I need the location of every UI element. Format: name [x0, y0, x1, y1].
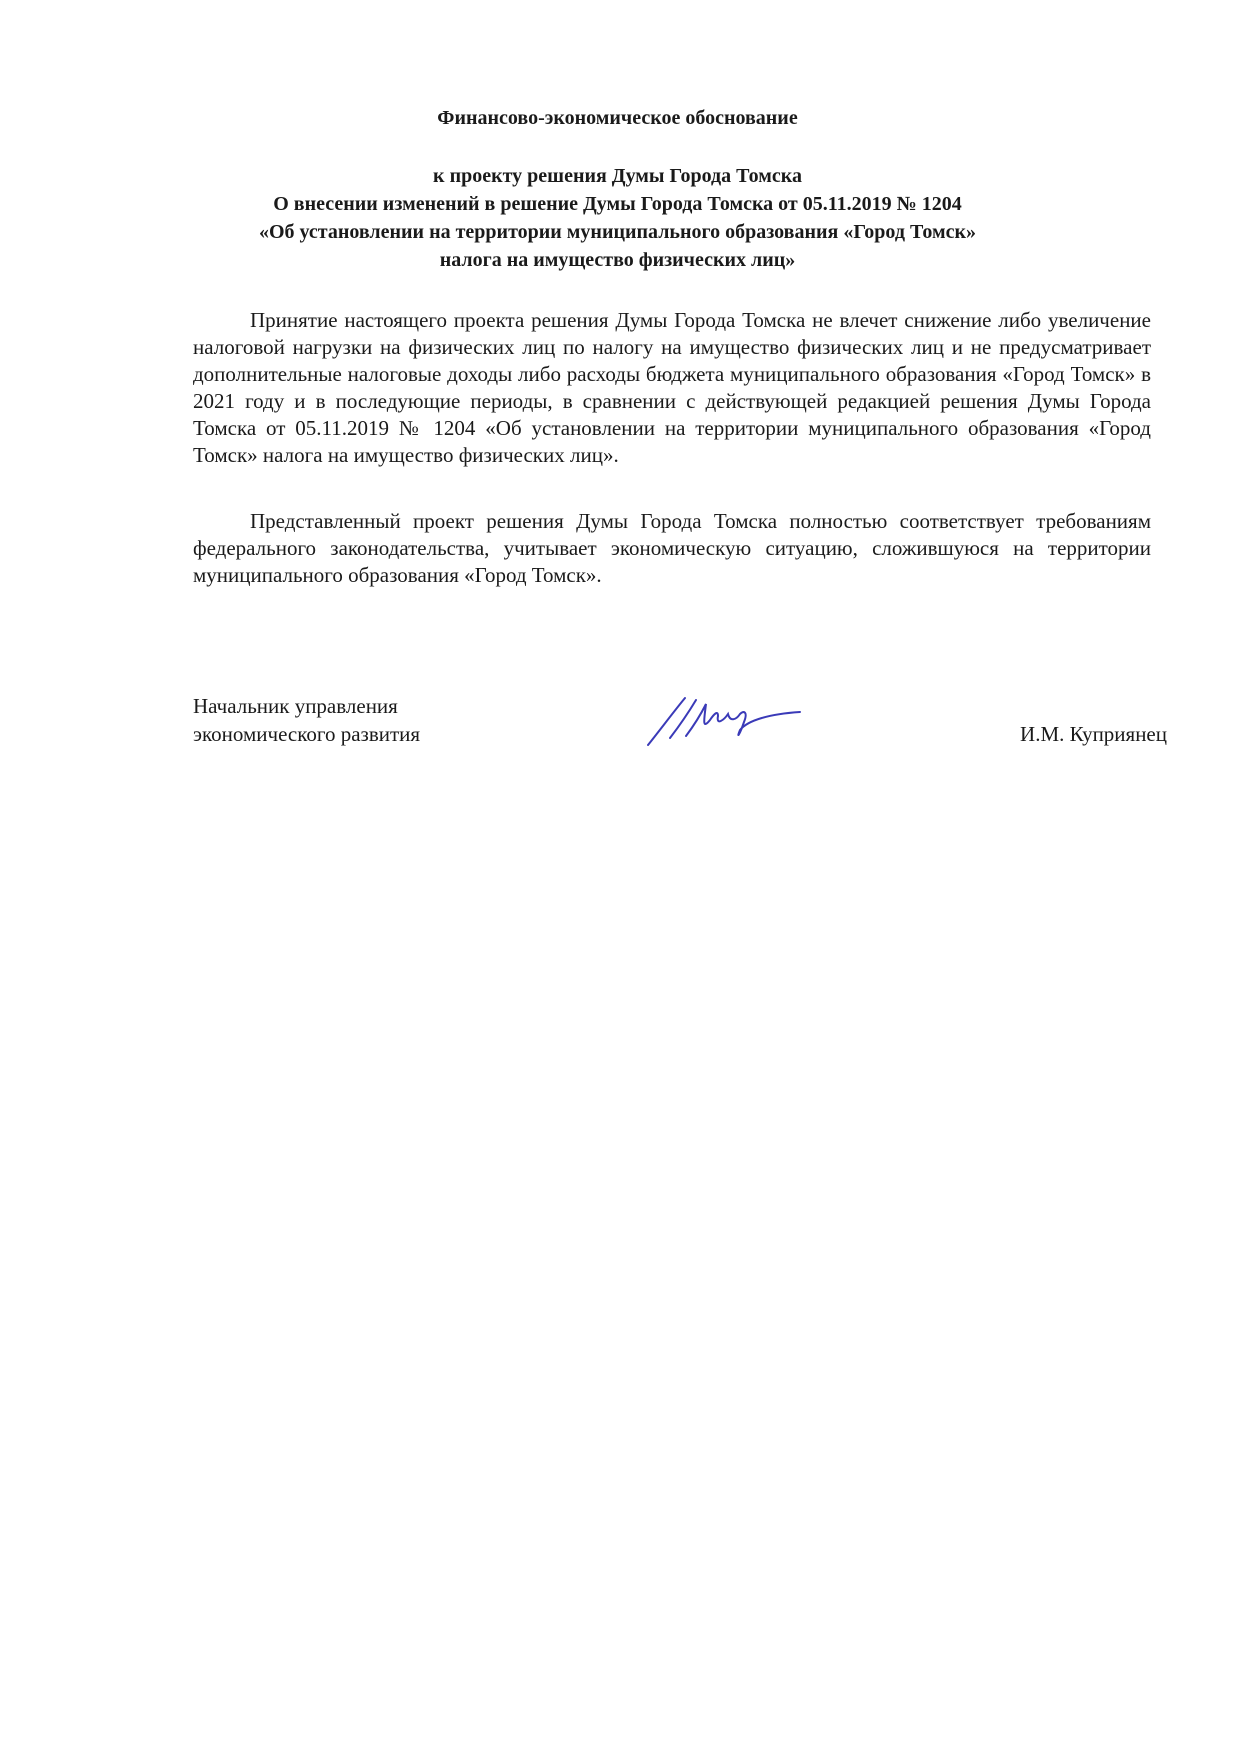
- document-subtitle: [0, 162, 1235, 274]
- handwritten-signature: [640, 690, 810, 750]
- position-line: экономического развития: [193, 722, 421, 746]
- subtitle-line: «Об установлении на территории муниципального образования «Город Томск»: [258, 221, 977, 243]
- subtitle-line: к проекту решения Думы Города Томска: [433, 165, 802, 187]
- body-paragraph: Принятие настоящего проекта решения Думы Города Томска не влечет снижение либо увеличение налоговой нагрузки на физических лиц по налогу на имущество физических лиц и не предусматривает дополнительные налоговые доходы либо расходы бюджета муниципального образования «Город Томск» в 2021 году и в последующие периоды, в сравнении с действующей редакцией решения Думы Города Томска от 05.11.2019 № 1204 «Об установлении на территории муниципального образования «Город Томск» налога на имущество физических лиц».: [193, 308, 1151, 467]
- signatory-name: И.М. Куприянец: [1020, 722, 1167, 746]
- subtitle-line: О внесении изменений в решение Думы Города Томска от 05.11.2019 № 1204: [273, 193, 962, 215]
- body-paragraph: Представленный проект решения Думы Города Томска полностью соответствует требованиям федерального законодательства, учитывает экономическую ситуацию, сложившуюся на территории муниципального образования «Город Томск».: [193, 509, 1151, 587]
- signatory-position: [193, 692, 420, 748]
- subtitle-line: налога на имущество физических лиц»: [439, 249, 796, 271]
- position-line: Начальник управления: [193, 694, 398, 718]
- document-heading: Финансово-экономическое обоснование: [437, 107, 798, 129]
